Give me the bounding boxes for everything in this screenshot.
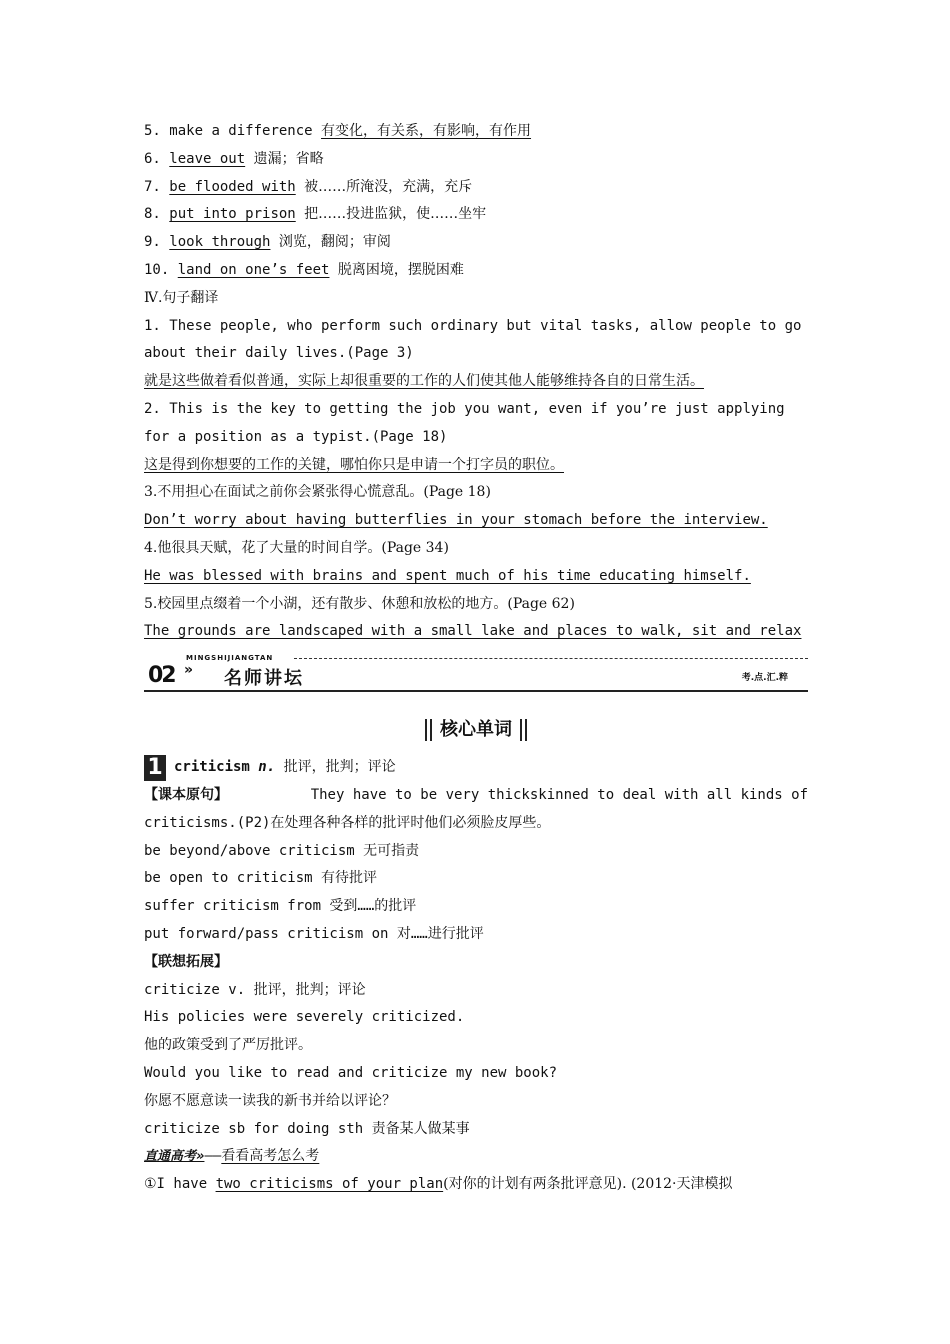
- entry-pos: n.: [258, 759, 276, 776]
- translation-question-5: 5.校园里点缀着一个小湖，还有散步、休憩和放松的地方。(Page 62): [144, 595, 575, 612]
- translation-answer-3: Don’t worry about having butterflies in your stomach before the interview.: [144, 512, 768, 529]
- expand-line: 他的政策受到了严厉批评。: [144, 1037, 312, 1054]
- phrase-line: be open to criticism 有待批评: [144, 870, 378, 887]
- chevron-right-icon: »: [184, 662, 194, 679]
- phrase-line: put forward/pass criticism on 对……进行批评: [144, 925, 484, 942]
- section-banner: [144, 654, 808, 712]
- banner-pinyin: MINGSHIJIANGTAN: [186, 654, 274, 663]
- expand-line: His policies were severely criticized.: [144, 1009, 465, 1026]
- expand-line: Would you like to read and criticize my new book?: [144, 1064, 558, 1081]
- expand-line: criticize sb for doing sth 责备某人做某事: [144, 1120, 470, 1137]
- exam-label: 直通高考»: [144, 1149, 205, 1165]
- translation-question-2-line1: 2. This is the key to getting the job you want, even if you’re just applying: [144, 400, 785, 417]
- banner-number: 02: [148, 663, 175, 689]
- word-entry-header: [144, 754, 808, 782]
- banner-rule: [144, 690, 808, 692]
- phrase-item: 10. land on one’s feet 脱离困境，摆脱困难: [144, 261, 464, 278]
- phrase-line: suffer criticism from 受到……的批评: [144, 898, 417, 915]
- banner-dashed-line: [294, 658, 808, 659]
- translation-question-1-line1: 1. These people, who perform such ordinary but vital tasks, allow people to go: [144, 317, 802, 334]
- document-page: [144, 118, 808, 1199]
- source-sentence-line1: 【课本原句】 They have to be very thickskinned to deal with all kinds of: [144, 786, 808, 803]
- translation-question-4: 4.他很具天赋，花了大量的时间自学。(Page 34): [144, 539, 449, 556]
- phrase-item: 8. put into prison 把……投进监狱，使……坐牢: [144, 206, 487, 223]
- banner-title: 名师讲坛: [224, 668, 304, 690]
- expand-line: criticize v. 批评，批判；评论: [144, 981, 366, 998]
- translation-answer-1: 就是这些做着看似普通，实际上却很重要的工作的人们使其他人能够维持各自的日常生活。: [144, 373, 704, 390]
- exam-link-line: [144, 1143, 808, 1171]
- expand-line: 你愿不愿意读一读我的新书并给以评论？: [144, 1092, 396, 1109]
- translation-answer-4: He was blessed with brains and spent much of his time educating himself.: [144, 567, 751, 584]
- translation-question-1-line2: about their daily lives.(Page 3): [144, 345, 414, 362]
- translation-answer-5: The grounds are landscaped with a small lake and places to walk, sit and relax: [144, 623, 802, 640]
- translation-question-3: 3.不用担心在面试之前你会紧张得心慌意乱。(Page 18): [144, 484, 491, 501]
- phrase-item: 5. make a difference 有变化，有关系，有影响，有作用: [144, 123, 532, 139]
- bracket-right-icon: [520, 719, 527, 741]
- section-title: 核心单词: [144, 706, 808, 754]
- expand-label: 【联想拓展】: [144, 953, 228, 970]
- translation-answer-2: 这是得到你想要的工作的关键，哪怕你只是申请一个打字员的职位。: [144, 456, 564, 473]
- banner-right-label: 考.点.汇.粹: [741, 673, 788, 684]
- exam-dash: ——: [204, 1148, 222, 1165]
- phrase-item: 7. be flooded with 被……所淹没，充满，充斥: [144, 178, 473, 195]
- entry-number-badge: 1: [144, 755, 166, 781]
- entry-meaning: 批评，批判；评论: [283, 759, 396, 776]
- exam-example: ①I have two criticisms of your plan(对你的计划有两条批评意见). (2012·天津模拟: [144, 1176, 733, 1193]
- translation-heading: Ⅳ.句子翻译: [144, 289, 219, 306]
- bracket-left-icon: [425, 719, 432, 741]
- entry-word: criticism: [174, 759, 250, 776]
- phrase-line: be beyond/above criticism 无可指责: [144, 842, 420, 859]
- phrase-item: 6. leave out 遗漏；省略: [144, 150, 324, 167]
- phrase-item: 9. look through 浏览，翻阅；审阅: [144, 234, 391, 251]
- source-sentence-line2: criticisms.(P2)在处理各种各样的批评时他们必须脸皮厚些。: [144, 814, 551, 831]
- translation-question-2-line2: for a position as a typist.(Page 18): [144, 428, 448, 445]
- exam-subtitle: 看看高考怎么考: [221, 1148, 320, 1165]
